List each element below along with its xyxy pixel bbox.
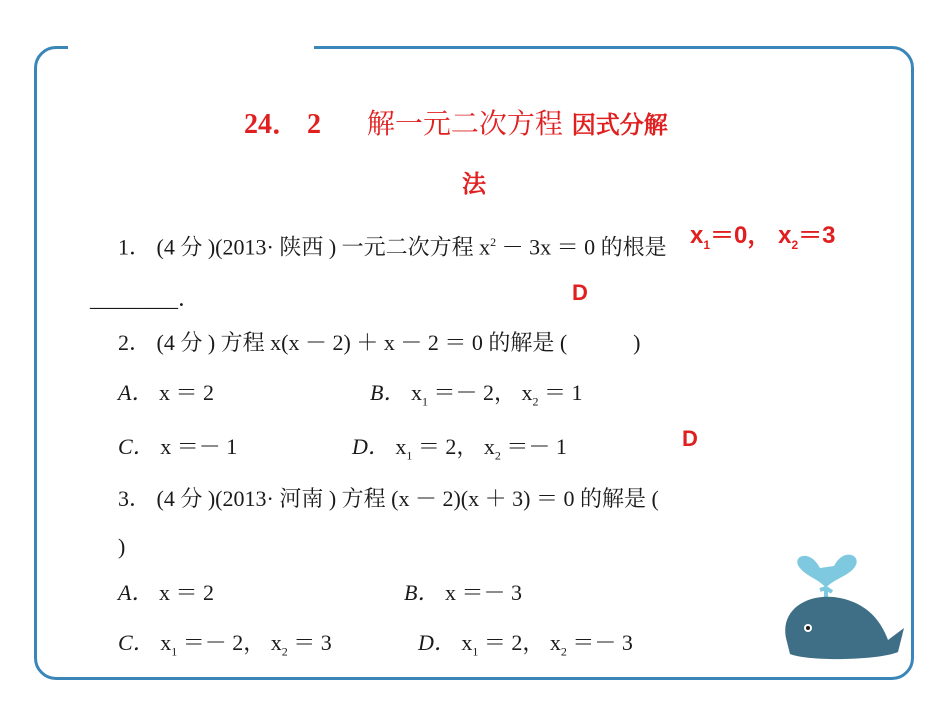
q3-d-label: D． — [418, 630, 456, 655]
q2-d-label: D． — [352, 434, 390, 459]
q2-option-c — [118, 436, 237, 458]
q1-answer — [690, 224, 835, 251]
q3-d-x1: x — [461, 630, 473, 655]
question-1 — [118, 236, 667, 258]
q1-answer-v1: ＝0， — [710, 222, 772, 249]
q1-text-a: 一元二次方程 x — [341, 234, 491, 260]
q3-option-a — [118, 582, 214, 604]
q2-b-label: B． — [370, 380, 406, 405]
q3-c-x2-sub: 2 — [281, 644, 288, 659]
q3-points: (4 分 )(2013· 河南 ) — [156, 486, 337, 511]
q2-option-b — [370, 382, 582, 407]
q3-c-x1: x — [160, 630, 172, 655]
q2-c-label: C． — [118, 434, 155, 459]
q1-points: (4 分 )(2013· 陕西 ) — [156, 234, 337, 260]
q3-option-c — [118, 632, 332, 657]
q2-b-x1-sub: 1 — [421, 394, 428, 409]
q2-d-x1-sub: 1 — [406, 448, 413, 463]
q2-d-x1: x — [395, 434, 407, 459]
q2-b-x1: x — [410, 380, 422, 405]
page-title — [244, 107, 668, 140]
title-main: 解一元二次方程 — [366, 107, 563, 140]
q3-option-d — [418, 632, 633, 657]
q3-d-x2: x — [549, 630, 561, 655]
q3-text-cont: ) — [118, 534, 126, 559]
q1-sup: 2 — [490, 235, 497, 249]
q3-d-x2-sub: 2 — [560, 644, 567, 659]
q2-option-a — [118, 382, 214, 404]
q2-b-x2: x — [521, 380, 533, 405]
q3-c-x2: x — [270, 630, 282, 655]
q2-b-x2-sub: 2 — [532, 394, 539, 409]
q3-c-label: C． — [118, 630, 155, 655]
q2-d-v2: ＝－ 1 — [500, 434, 567, 459]
question-3 — [118, 488, 659, 510]
q2-answer: D — [572, 280, 588, 305]
whale-icon — [770, 528, 910, 668]
q3-d-v1: ＝ 2， — [478, 630, 545, 655]
q3-c-x1-sub: 1 — [171, 644, 178, 659]
q1-answer-v2: ＝3 — [798, 222, 836, 249]
q3-b-text: x ＝－ 3 — [444, 580, 522, 605]
q3-c-v2: ＝ 3 — [287, 630, 332, 655]
q1-prefix: 1． — [118, 234, 152, 260]
q3-a-label: A． — [118, 580, 154, 605]
q3-b-label: B． — [404, 580, 440, 605]
title-sub-2: 法 — [462, 170, 486, 198]
q2-prefix: 2． — [118, 330, 152, 355]
q1-answer-x2: x — [778, 222, 792, 249]
q3-d-v2: ＝－ 3 — [566, 630, 633, 655]
frame-gap — [68, 40, 314, 52]
q3-option-b — [404, 582, 522, 604]
q3-a-text: x ＝ 2 — [158, 580, 214, 605]
q3-prefix: 3． — [118, 486, 152, 511]
whale-body-icon — [785, 597, 904, 659]
q2-b-v1: ＝－ 2， — [427, 380, 516, 405]
q1-blank: ________． — [90, 286, 201, 311]
q3-answer: D — [682, 426, 698, 451]
q2-d-x2: x — [483, 434, 495, 459]
heart-spout-icon — [797, 555, 856, 588]
q1-text-b: － 3x ＝ 0 的根是 — [496, 234, 667, 260]
q3-text: 方程 (x － 2)(x ＋ 3) ＝ 0 的解是 ( — [341, 486, 659, 511]
q2-option-d — [352, 436, 567, 461]
q1-answer-x1: x — [690, 222, 704, 249]
q2-points: (4 分 ) — [156, 330, 216, 355]
title-number: 24． 2 — [244, 109, 322, 140]
q2-a-label: A． — [118, 380, 154, 405]
q1-answer-x2-sub: 2 — [791, 237, 799, 252]
q3-d-x1-sub: 1 — [472, 644, 479, 659]
q2-d-x2-sub: 2 — [494, 448, 501, 463]
q2-text: 方程 x(x － 2) ＋ x － 2 ＝ 0 的解是 ( ) — [220, 330, 641, 355]
q3-c-v1: ＝－ 2， — [177, 630, 266, 655]
q2-d-v1: ＝ 2， — [412, 434, 479, 459]
q2-c-text: x ＝－ 1 — [160, 434, 238, 459]
q1-answer-x1-sub: 1 — [703, 237, 711, 252]
q2-b-v2: ＝ 1 — [538, 380, 583, 405]
title-sub-1: 因式分解 — [571, 111, 668, 139]
q2-a-text: x ＝ 2 — [158, 380, 214, 405]
question-2 — [118, 332, 640, 354]
